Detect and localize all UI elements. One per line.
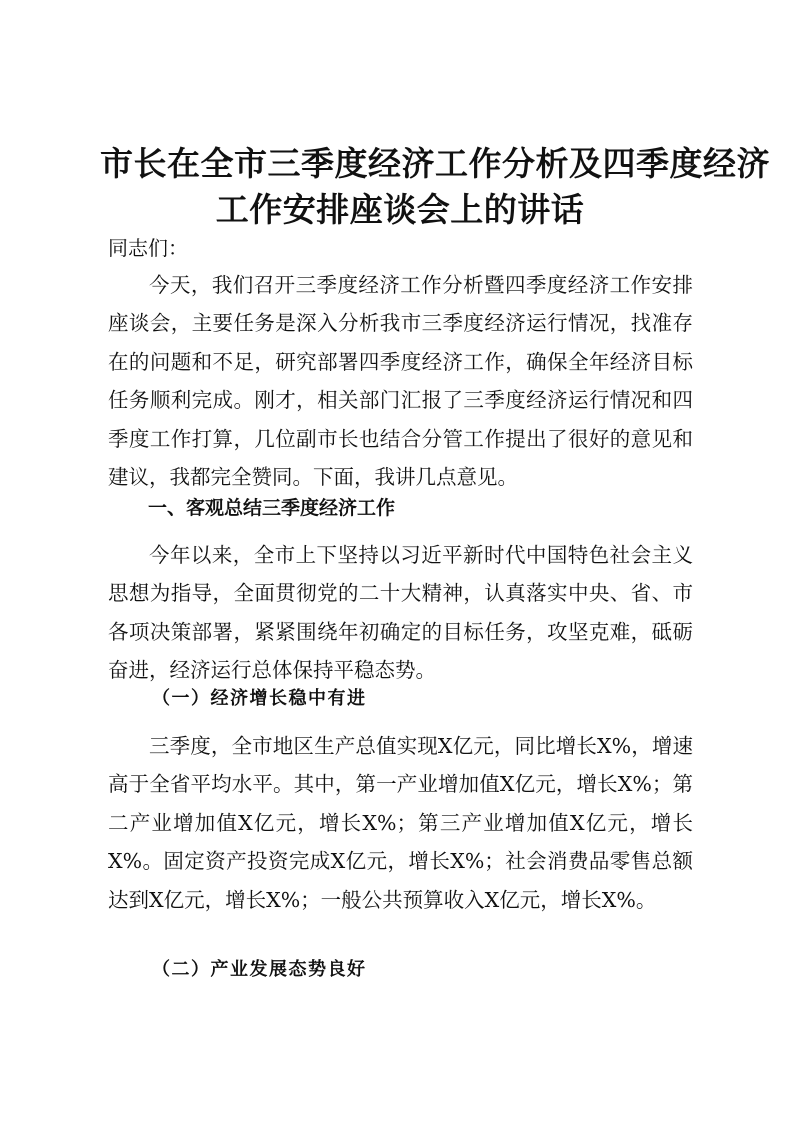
- paragraph-opening: 今天，我们召开三季度经济工作分析暨四季度经济工作安排座谈会，主要任务是深入分析我市三季度经济运行情况，找准存在的问题和不足，研究部署四季度经济工作，确保全年经济目标任务顺利完成。刚才，相关部门汇报了三季度经济运行情况和四季度工作打算，几位副市长也结合分管工作提出了很好的意见和建议，我都完全赞同。下面，我讲几点意见。: [108, 273, 693, 490]
- greeting: 同志们：: [108, 236, 188, 260]
- paragraph-summary: 今年以来，全市上下坚持以习近平新时代中国特色社会主义思想为指导，全面贯彻党的二十大精神，认真落实中央、省、市各项决策部署，紧紧围绕年初确定的目标任务，攻坚克难，砥砺奋进，经济运行总体保持平稳态势。: [108, 543, 693, 683]
- subsection-heading-2: （二）产业发展态势良好: [152, 959, 367, 980]
- document-title-line-1: 市长在全市三季度经济工作分析及四季度经济: [100, 144, 770, 183]
- subsection-heading-1: （一）经济增长稳中有进: [152, 688, 367, 709]
- section-heading-1: 一、客观总结三季度经济工作: [148, 497, 396, 519]
- paragraph-growth: 三季度，全市地区生产总值实现X亿元，同比增长X%，增速高于全省平均水平。其中，第一产业增加值X亿元，增长X%；第二产业增加值X亿元，增长X%；第三产业增加值X亿元，增长X%。固定资产投资完成X亿元，增长X%；社会消费品零售总额达到X亿元，增长X%；一般公共预算收入X亿元，增长X%。: [108, 734, 693, 912]
- document-title-line-2: 工作安排座谈会上的讲话: [215, 190, 585, 229]
